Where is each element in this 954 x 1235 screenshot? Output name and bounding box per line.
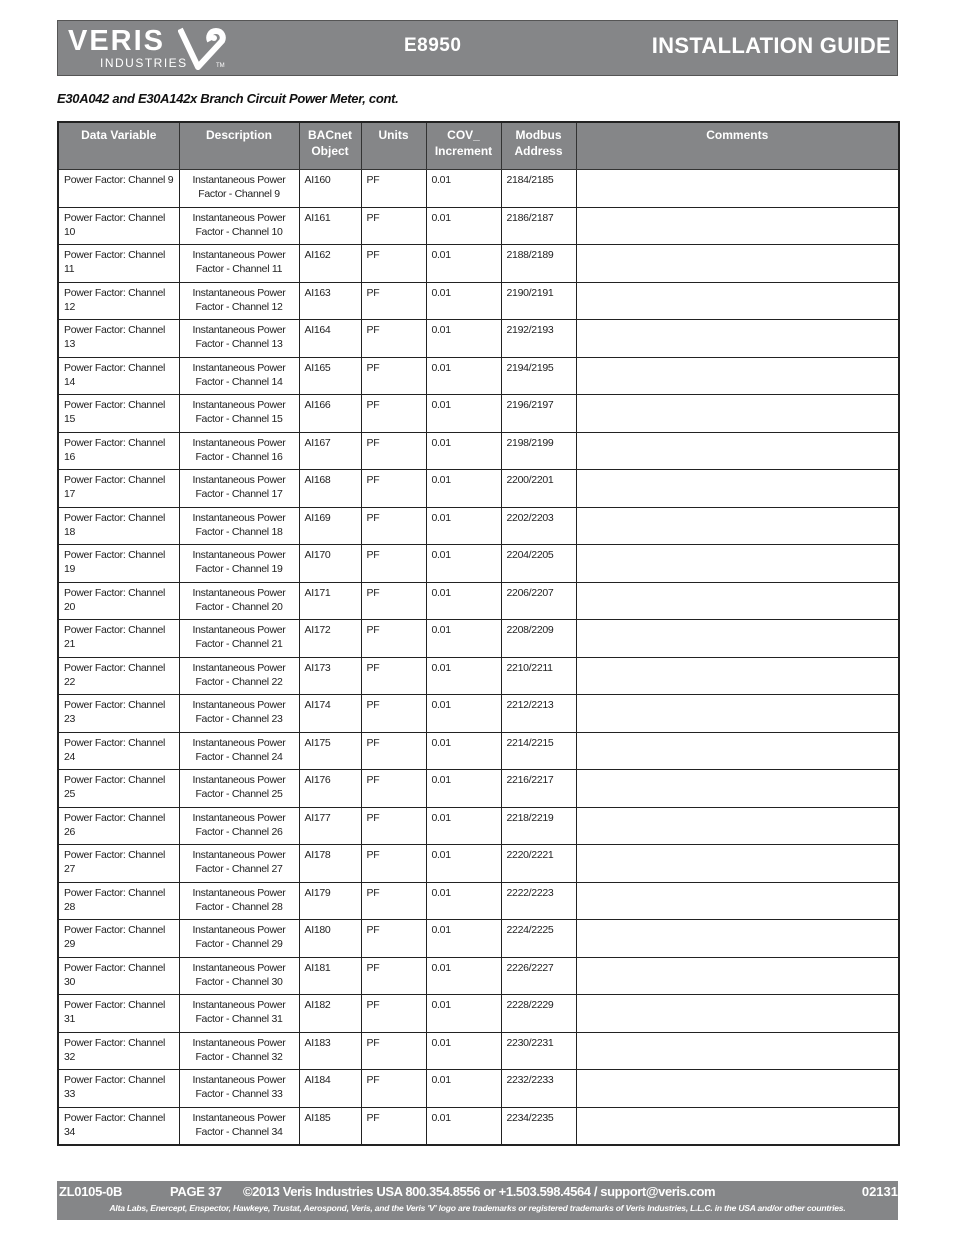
cell-description: Instantaneous Power Factor - Channel 24 [179,732,299,770]
cell-description: Instantaneous Power Factor - Channel 12 [179,282,299,320]
cell-cov-increment: 0.01 [426,920,501,958]
cell-units: PF [361,170,426,208]
cell-bacnet-object: AI173 [299,657,361,695]
table-row [58,207,899,245]
cell-modbus-address: 2202/2203 [501,507,576,545]
cell-comments [576,1032,899,1070]
cell-modbus-address: 2206/2207 [501,582,576,620]
cell-cov-increment: 0.01 [426,545,501,583]
page-footer [57,1181,898,1220]
cell-data-variable: Power Factor: Channel 23 [58,695,179,733]
section-subtitle: E30A042 and E30A142x Branch Circuit Power Meter, cont. [57,91,399,106]
cell-modbus-address: 2220/2221 [501,845,576,883]
cell-cov-increment: 0.01 [426,357,501,395]
cell-bacnet-object: AI174 [299,695,361,733]
cell-modbus-address: 2188/2189 [501,245,576,283]
cell-data-variable: Power Factor: Channel 21 [58,620,179,658]
cell-modbus-address: 2190/2191 [501,282,576,320]
cell-modbus-address: 2210/2211 [501,657,576,695]
cell-cov-increment: 0.01 [426,620,501,658]
table-row [58,1107,899,1145]
cell-data-variable: Power Factor: Channel 28 [58,882,179,920]
cell-data-variable: Power Factor: Channel 25 [58,770,179,808]
table-row [58,957,899,995]
cell-description: Instantaneous Power Factor - Channel 32 [179,1032,299,1070]
col-header-modbus-address: Modbus Address [501,122,576,170]
cell-cov-increment: 0.01 [426,245,501,283]
cell-comments [576,507,899,545]
cell-comments [576,1070,899,1108]
col-header-bacnet-object: BACnet Object [299,122,361,170]
cell-units: PF [361,732,426,770]
cell-bacnet-object: AI180 [299,920,361,958]
cell-data-variable: Power Factor: Channel 19 [58,545,179,583]
cell-modbus-address: 2224/2225 [501,920,576,958]
table-row [58,320,899,358]
cell-comments [576,882,899,920]
table-row [58,245,899,283]
cell-data-variable: Power Factor: Channel 13 [58,320,179,358]
cell-comments [576,1107,899,1145]
cell-data-variable: Power Factor: Channel 24 [58,732,179,770]
cell-description: Instantaneous Power Factor - Channel 11 [179,245,299,283]
cell-data-variable: Power Factor: Channel 14 [58,357,179,395]
revision-date: 02131 [861,1184,898,1199]
cell-units: PF [361,845,426,883]
cell-description: Instantaneous Power Factor - Channel 15 [179,395,299,433]
table-row [58,470,899,508]
cell-comments [576,695,899,733]
cell-description: Instantaneous Power Factor - Channel 16 [179,432,299,470]
table-row [58,770,899,808]
cell-modbus-address: 2198/2199 [501,432,576,470]
cell-description: Instantaneous Power Factor - Channel 13 [179,320,299,358]
table-row [58,620,899,658]
cell-cov-increment: 0.01 [426,807,501,845]
cell-units: PF [361,882,426,920]
cell-bacnet-object: AI165 [299,357,361,395]
cell-bacnet-object: AI181 [299,957,361,995]
cell-units: PF [361,395,426,433]
cell-data-variable: Power Factor: Channel 12 [58,282,179,320]
cell-cov-increment: 0.01 [426,882,501,920]
cell-modbus-address: 2216/2217 [501,770,576,808]
cell-description: Instantaneous Power Factor - Channel 28 [179,882,299,920]
cell-data-variable: Power Factor: Channel 30 [58,957,179,995]
cell-cov-increment: 0.01 [426,995,501,1033]
cell-modbus-address: 2186/2187 [501,207,576,245]
cell-bacnet-object: AI183 [299,1032,361,1070]
cell-modbus-address: 2184/2185 [501,170,576,208]
data-table [57,121,900,1146]
col-header-units: Units [361,122,426,170]
cell-data-variable: Power Factor: Channel 33 [58,1070,179,1108]
cell-comments [576,395,899,433]
cell-comments [576,432,899,470]
table-row [58,432,899,470]
cell-comments [576,995,899,1033]
cell-bacnet-object: AI161 [299,207,361,245]
cell-description: Instantaneous Power Factor - Channel 21 [179,620,299,658]
cell-comments [576,582,899,620]
cell-bacnet-object: AI177 [299,807,361,845]
cell-description: Instantaneous Power Factor - Channel 20 [179,582,299,620]
cell-cov-increment: 0.01 [426,582,501,620]
logo-sub: INDUSTRIES [100,56,188,70]
table-row [58,1070,899,1108]
cell-bacnet-object: AI175 [299,732,361,770]
cell-data-variable: Power Factor: Channel 20 [58,582,179,620]
cell-data-variable: Power Factor: Channel 22 [58,657,179,695]
cell-comments [576,470,899,508]
logo-tm: TM [216,63,225,69]
cell-data-variable: Power Factor: Channel 16 [58,432,179,470]
cell-units: PF [361,620,426,658]
cell-comments [576,845,899,883]
cell-units: PF [361,545,426,583]
cell-modbus-address: 2208/2209 [501,620,576,658]
cell-cov-increment: 0.01 [426,470,501,508]
cell-cov-increment: 0.01 [426,1070,501,1108]
cell-cov-increment: 0.01 [426,432,501,470]
doc-number: ZL0105-0B [59,1184,123,1199]
cell-modbus-address: 2232/2233 [501,1070,576,1108]
cell-description: Instantaneous Power Factor - Channel 34 [179,1107,299,1145]
cell-cov-increment: 0.01 [426,657,501,695]
col-header-cov-increment: COV_ Increment [426,122,501,170]
cell-units: PF [361,1070,426,1108]
cell-modbus-address: 2194/2195 [501,357,576,395]
col-header-description: Description [179,122,299,170]
cell-cov-increment: 0.01 [426,845,501,883]
table-row [58,507,899,545]
table-row [58,582,899,620]
cell-bacnet-object: AI182 [299,995,361,1033]
cell-description: Instantaneous Power Factor - Channel 14 [179,357,299,395]
cell-units: PF [361,282,426,320]
cell-cov-increment: 0.01 [426,695,501,733]
cell-units: PF [361,995,426,1033]
cell-units: PF [361,245,426,283]
cell-bacnet-object: AI168 [299,470,361,508]
cell-data-variable: Power Factor: Channel 9 [58,170,179,208]
cell-description: Instantaneous Power Factor - Channel 25 [179,770,299,808]
cell-bacnet-object: AI179 [299,882,361,920]
cell-bacnet-object: AI169 [299,507,361,545]
cell-data-variable: Power Factor: Channel 32 [58,1032,179,1070]
cell-comments [576,657,899,695]
cell-comments [576,920,899,958]
cell-cov-increment: 0.01 [426,1107,501,1145]
cell-data-variable: Power Factor: Channel 31 [58,995,179,1033]
guide-title: INSTALLATION GUIDE [651,33,891,58]
cell-bacnet-object: AI160 [299,170,361,208]
table-row [58,807,899,845]
cell-modbus-address: 2234/2235 [501,1107,576,1145]
cell-bacnet-object: AI164 [299,320,361,358]
cell-comments [576,770,899,808]
cell-description: Instantaneous Power Factor - Channel 19 [179,545,299,583]
cell-bacnet-object: AI171 [299,582,361,620]
cell-modbus-address: 2214/2215 [501,732,576,770]
cell-units: PF [361,507,426,545]
cell-data-variable: Power Factor: Channel 18 [58,507,179,545]
cell-data-variable: Power Factor: Channel 27 [58,845,179,883]
cell-comments [576,357,899,395]
cell-description: Instantaneous Power Factor - Channel 33 [179,1070,299,1108]
cell-cov-increment: 0.01 [426,770,501,808]
table-row [58,657,899,695]
cell-cov-increment: 0.01 [426,170,501,208]
table-row [58,1032,899,1070]
cell-description: Instantaneous Power Factor - Channel 23 [179,695,299,733]
cell-modbus-address: 2204/2205 [501,545,576,583]
table-row [58,995,899,1033]
cell-description: Instantaneous Power Factor - Channel 27 [179,845,299,883]
table-row [58,695,899,733]
cell-description: Instantaneous Power Factor - Channel 22 [179,657,299,695]
cell-modbus-address: 2226/2227 [501,957,576,995]
table-header-row [58,122,899,170]
cell-units: PF [361,957,426,995]
table-row [58,882,899,920]
cell-comments [576,207,899,245]
cell-units: PF [361,695,426,733]
cell-cov-increment: 0.01 [426,282,501,320]
cell-description: Instantaneous Power Factor - Channel 17 [179,470,299,508]
cell-units: PF [361,582,426,620]
cell-units: PF [361,807,426,845]
cell-description: Instantaneous Power Factor - Channel 30 [179,957,299,995]
cell-units: PF [361,432,426,470]
trademark-notice: Alta Labs, Enercept, Enspector, Hawkeye, Trustat, Aerospond, Veris, and the Veris 'V' logo are trademarks or registered trademarks of Veris Industries, L.L.C. in the USA and/or other countries. [109,1203,846,1213]
cell-comments [576,245,899,283]
cell-units: PF [361,1107,426,1145]
table-row [58,545,899,583]
cell-description: Instantaneous Power Factor - Channel 26 [179,807,299,845]
col-header-comments: Comments [576,122,899,170]
cell-comments [576,807,899,845]
cell-comments [576,732,899,770]
veris-logo [58,21,238,75]
cell-units: PF [361,207,426,245]
cell-modbus-address: 2200/2201 [501,470,576,508]
cell-description: Instantaneous Power Factor - Channel 18 [179,507,299,545]
table-row [58,170,899,208]
cell-cov-increment: 0.01 [426,320,501,358]
cell-data-variable: Power Factor: Channel 10 [58,207,179,245]
cell-units: PF [361,470,426,508]
cell-cov-increment: 0.01 [426,1032,501,1070]
cell-modbus-address: 2222/2223 [501,882,576,920]
cell-data-variable: Power Factor: Channel 11 [58,245,179,283]
cell-modbus-address: 2212/2213 [501,695,576,733]
table-row [58,920,899,958]
cell-description: Instantaneous Power Factor - Channel 9 [179,170,299,208]
cell-comments [576,170,899,208]
cell-description: Instantaneous Power Factor - Channel 10 [179,207,299,245]
cell-data-variable: Power Factor: Channel 29 [58,920,179,958]
page-number: PAGE 37 [170,1184,222,1199]
logo-word: VERIS [68,25,166,57]
cell-modbus-address: 2218/2219 [501,807,576,845]
table-row [58,357,899,395]
table-row [58,845,899,883]
cell-description: Instantaneous Power Factor - Channel 31 [179,995,299,1033]
cell-cov-increment: 0.01 [426,207,501,245]
cell-comments [576,957,899,995]
cell-comments [576,620,899,658]
cell-bacnet-object: AI162 [299,245,361,283]
cell-units: PF [361,357,426,395]
cell-units: PF [361,1032,426,1070]
cell-bacnet-object: AI185 [299,1107,361,1145]
cell-modbus-address: 2196/2197 [501,395,576,433]
cell-comments [576,320,899,358]
table-row [58,395,899,433]
cell-bacnet-object: AI166 [299,395,361,433]
col-header-data-variable: Data Variable [58,122,179,170]
cell-comments [576,545,899,583]
cell-bacnet-object: AI176 [299,770,361,808]
model-number: E8950 [404,35,462,56]
cell-bacnet-object: AI178 [299,845,361,883]
cell-data-variable: Power Factor: Channel 15 [58,395,179,433]
cell-data-variable: Power Factor: Channel 26 [58,807,179,845]
cell-cov-increment: 0.01 [426,957,501,995]
cell-units: PF [361,920,426,958]
page-header [57,20,898,76]
cell-units: PF [361,320,426,358]
cell-bacnet-object: AI167 [299,432,361,470]
cell-units: PF [361,657,426,695]
table-row [58,282,899,320]
cell-data-variable: Power Factor: Channel 17 [58,470,179,508]
cell-bacnet-object: AI163 [299,282,361,320]
table-body [58,170,899,1145]
cell-description: Instantaneous Power Factor - Channel 29 [179,920,299,958]
cell-modbus-address: 2192/2193 [501,320,576,358]
cell-comments [576,282,899,320]
cell-bacnet-object: AI170 [299,545,361,583]
cell-data-variable: Power Factor: Channel 34 [58,1107,179,1145]
cell-units: PF [361,770,426,808]
cell-cov-increment: 0.01 [426,507,501,545]
cell-modbus-address: 2230/2231 [501,1032,576,1070]
table-row [58,732,899,770]
cell-cov-increment: 0.01 [426,732,501,770]
cell-modbus-address: 2228/2229 [501,995,576,1033]
cell-bacnet-object: AI184 [299,1070,361,1108]
copyright-contact: ©2013 Veris Industries USA 800.354.8556 or +1.503.598.4564 / support@veris.com [243,1184,716,1199]
cell-cov-increment: 0.01 [426,395,501,433]
cell-bacnet-object: AI172 [299,620,361,658]
